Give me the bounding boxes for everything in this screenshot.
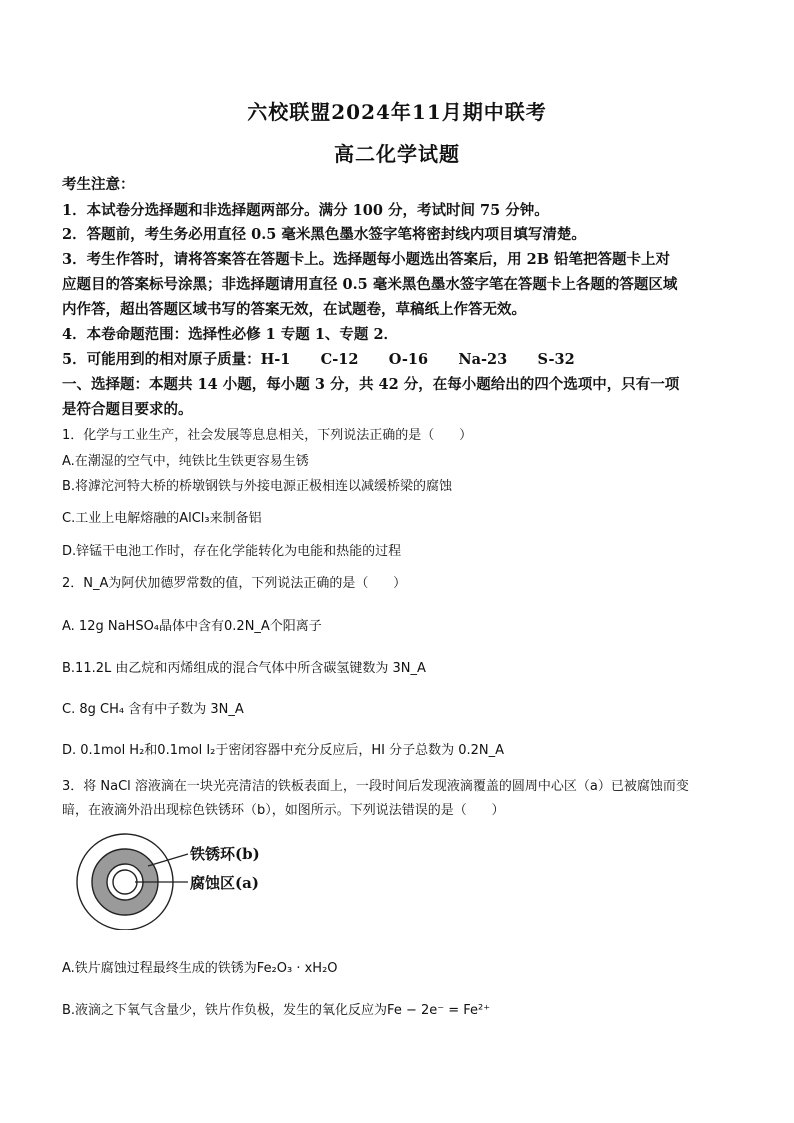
notice-line-4: 应题目的答案标号涂黑；非选择题请用直径 0.5 毫米黑色墨水签字笔在答题卡上各题的答题区域 [62,276,678,293]
q2-option-d: D. 0.1mol H₂和0.1mol I₂于密闭容器中充分反应后，HI 分子总数为 0.2N_A [62,743,505,758]
exam-subtitle: 高二化学试题 [334,142,460,166]
q1-stem: 1．化学与工业生产，社会发展等息息相关，下列说法正确的是（ ） [62,428,473,443]
section-heading-line-2: 是符合题目要求的。 [62,401,193,418]
section-heading-line-1: 一、选择题：本题共 14 小题，每小题 3 分，共 42 分，在每小题给出的四个选项中，只有一项 [62,376,680,393]
notice-line-6: 4．本卷命题范围：选择性必修 1 专题 1、专题 2． [62,326,399,343]
q2-option-c: C. 8g CH₄ 含有中子数为 3N_A [62,702,244,717]
notice-line-7: 5．可能用到的相对原子质量：H-1 C-12 O-16 Na-23 S-32 [62,351,575,368]
corrosion-zone-label: 腐蚀区(a) [190,874,259,892]
q3-option-b: B.液滴之下氧气含量少，铁片作负极，发生的氧化反应为Fe − 2e⁻ = Fe²⁺ [62,1003,491,1018]
q2-stem: 2．N_A为阿伏加德罗常数的值，下列说法正确的是（ ） [62,576,407,591]
notice-line-3: 3．考生作答时，请将答案答在答题卡上。选择题每小题选出答案后，用 2B 铅笔把答题卡上对 [62,251,671,268]
leader-line-b [148,854,188,866]
notice-heading: 考生注意： [62,176,135,193]
notice-line-2: 2．答题前，考生务必用直径 0.5 毫米黑色墨水签字笔将密封线内项目填写清楚。 [62,226,586,243]
q1-option-d: D.锌锰干电池工作时，存在化学能转化为电能和热能的过程 [62,544,402,559]
q2-option-b: B.11.2L 由乙烷和丙烯组成的混合气体中所含碳氢键数为 3N_A [62,661,426,676]
notice-line-5: 内作答，超出答题区域书写的答案无效，在试题卷，草稿纸上作答无效。 [62,301,526,318]
q1-option-b: B.将滹沱河特大桥的桥墩钢铁与外接电源正极相连以减缓桥梁的腐蚀 [62,479,453,494]
q1-option-a: A.在潮湿的空气中，纯铁比生铁更容易生锈 [62,454,309,469]
rust-ring-label: 铁锈环(b) [190,845,260,863]
exam-title: 六校联盟2024年11月期中联考 [247,100,547,124]
notice-line-1: 1．本试卷分选择题和非选择题两部分。满分 100 分，考试时间 75 分钟。 [62,202,549,219]
q3-option-a: A.铁片腐蚀过程最终生成的铁锈为Fe₂O₃ · xH₂O [62,961,338,976]
q1-option-c: C.工业上电解熔融的AlCl₃来制备铝 [62,511,262,526]
corrosion-figure [62,830,284,930]
q3-stem-line-1: 3．将 NaCl 溶液滴在一块光亮清洁的铁板表面上，一段时间后发现液滴覆盖的圆周中心区（a）已被腐蚀而变 [62,779,689,794]
q2-option-a: A. 12g NaHSO₄晶体中含有0.2N_A个阳离子 [62,619,322,634]
q3-stem-line-2: 暗，在液滴外沿出现棕色铁锈环（b），如图所示。下列说法错误的是（ ） [62,803,505,818]
